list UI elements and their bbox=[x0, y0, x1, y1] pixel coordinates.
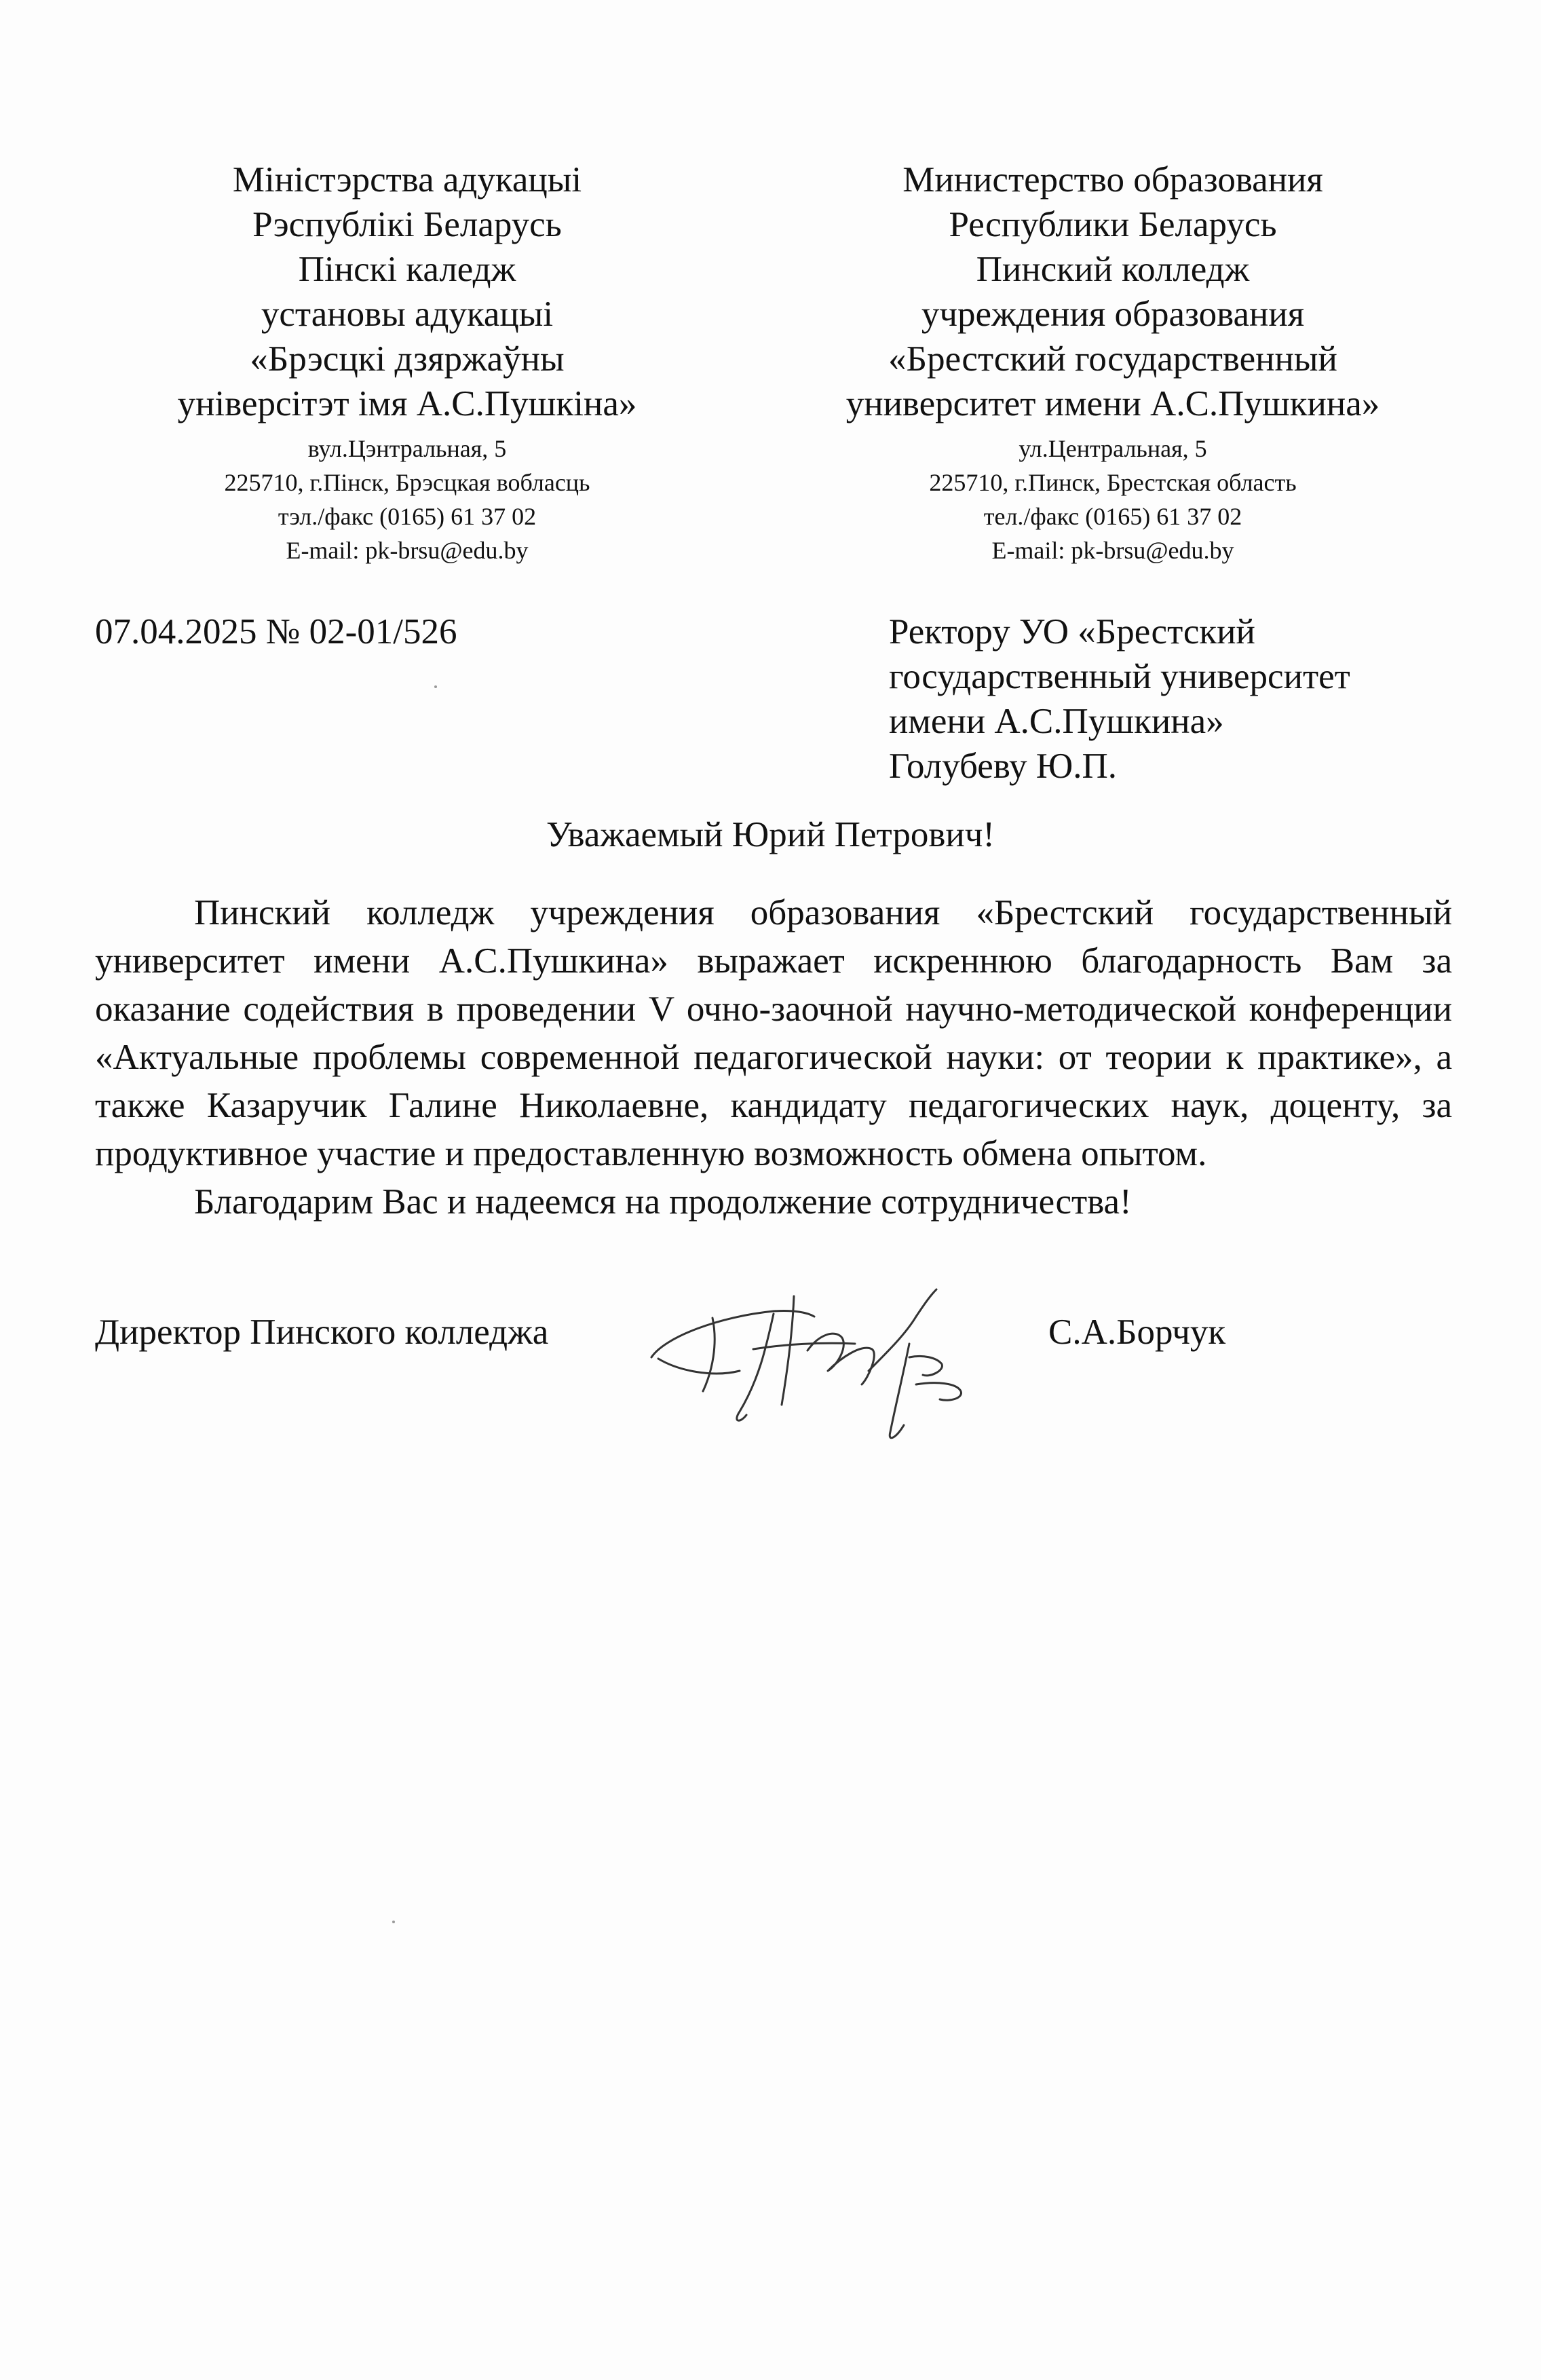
address-line: вул.Цэнтральная, 5 bbox=[307, 435, 507, 462]
body-paragraph: Пинский колледж учреждения образования «Брестский государственный университет имени А.С.Пушкина» выражает искреннюю благодарность Вам за оказание содействия в проведении V очно-заочной научно-методической конференции «Актуальные проблемы современной педагогической науки: от теории к практике», а также Казаручик Галине Николаевне, кандидату педагогических наук, доценту, за продуктивное участие и предоставленную возможность обмена опытом. bbox=[95, 893, 1452, 1173]
signatory-name: С.А.Борчук bbox=[1048, 1312, 1226, 1352]
org-line: Пінскі каледж bbox=[298, 250, 516, 289]
address-block bbox=[68, 432, 746, 567]
org-line: Республики Беларусь bbox=[949, 205, 1277, 244]
addressee-line: имени А.С.Пушкина» bbox=[889, 702, 1224, 741]
signature-row bbox=[95, 1310, 1452, 1486]
org-line: университет имени А.С.Пушкина» bbox=[845, 384, 1380, 423]
address-line: 225710, г.Пинск, Брестская область bbox=[929, 469, 1297, 496]
address-line: 225710, г.Пінск, Брэсцкая вобласць bbox=[224, 469, 590, 496]
salutation: Уважаемый Юрий Петрович! bbox=[546, 815, 995, 854]
address-line: тэл./факс (0165) 61 37 02 bbox=[278, 503, 537, 530]
org-line: «Брестский государственный bbox=[888, 339, 1337, 379]
org-line: Міністэрства адукацыі bbox=[232, 160, 582, 200]
registration-number: 07.04.2025 № 02-01/526 bbox=[95, 612, 457, 651]
signatory-title: Директор Пинского колледжа bbox=[95, 1312, 549, 1352]
address-line: E-mail: pk-brsu@edu.by bbox=[991, 537, 1234, 564]
org-line: учреждения образования bbox=[921, 295, 1305, 334]
addressee-block bbox=[889, 609, 1350, 789]
addressee-line: Голубеву Ю.П. bbox=[889, 747, 1118, 786]
handwritten-signature bbox=[638, 1269, 1025, 1446]
org-line: Рэспублікі Беларусь bbox=[252, 205, 562, 244]
body-paragraph: Благодарим Вас и надеемся на продолжение сотрудничества! bbox=[194, 1182, 1132, 1222]
letter-body bbox=[95, 889, 1452, 1226]
addressee-line: Ректору УО «Брестский bbox=[889, 612, 1255, 651]
header-belarusian bbox=[68, 157, 746, 567]
org-line: «Брэсцкі дзяржаўны bbox=[250, 339, 565, 379]
address-block bbox=[774, 432, 1452, 567]
org-line: Министерство образования bbox=[902, 160, 1323, 200]
header-russian bbox=[774, 157, 1452, 567]
addressee-line: государственный университет bbox=[889, 657, 1350, 696]
address-line: тел./факс (0165) 61 37 02 bbox=[983, 503, 1242, 530]
org-line: установы адукацыі bbox=[261, 295, 554, 334]
address-line: ул.Центральная, 5 bbox=[1019, 435, 1207, 462]
address-line: E-mail: pk-brsu@edu.by bbox=[286, 537, 529, 564]
org-line: універсітэт імя А.С.Пушкіна» bbox=[177, 384, 637, 423]
scan-speck bbox=[392, 1921, 395, 1923]
scan-speck bbox=[434, 685, 437, 688]
org-line: Пинский колледж bbox=[976, 250, 1250, 289]
